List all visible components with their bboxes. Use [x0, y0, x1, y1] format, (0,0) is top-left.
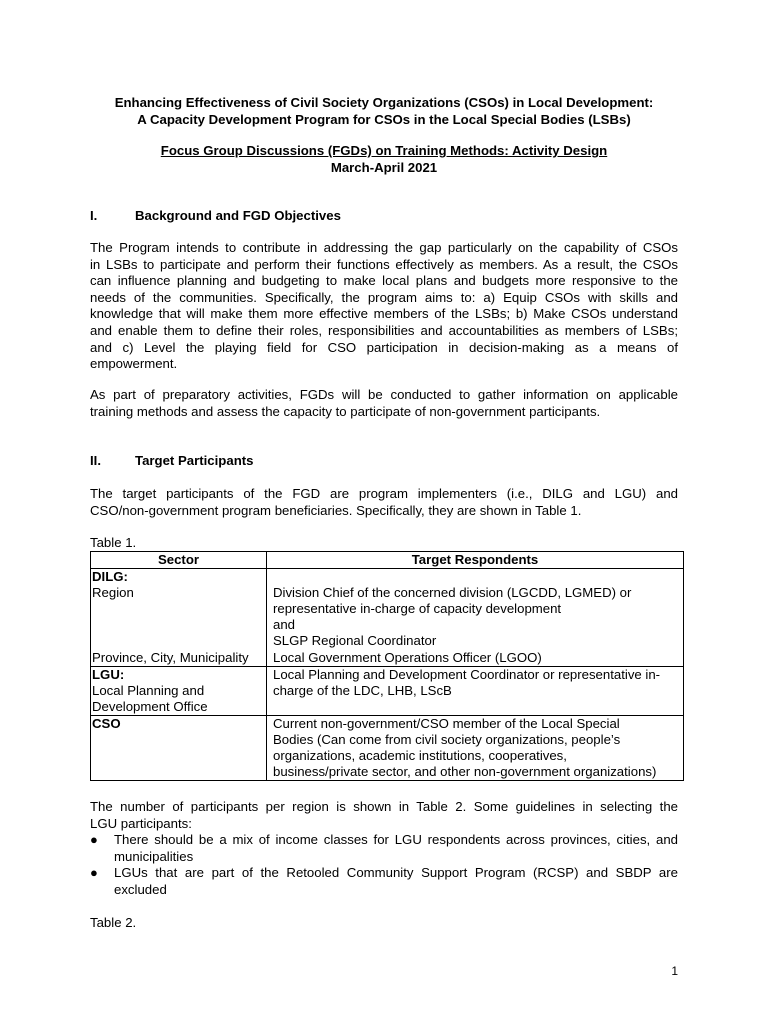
title-line-2: A Capacity Development Program for CSOs in the Local Special Bodies (LSBs)	[137, 111, 631, 127]
sector-line: Province, City, Municipality	[92, 649, 249, 665]
paragraph-line: CSO/non-government program beneficiaries. Specifically, they are shown in Table 1.	[90, 502, 582, 518]
table-cell-sector	[91, 569, 267, 667]
document-subtitle: Focus Group Discussions (FGDs) on Training Methods: Activity Design	[160, 143, 608, 158]
paragraph-line: The number of participants per region is shown in Table 2. Some guidelines in selecting the	[90, 799, 678, 814]
table-1	[90, 551, 684, 781]
section-1-heading	[90, 208, 341, 225]
respondent-line: Current non-government/CSO member of the Local Special	[273, 715, 620, 731]
sector-line: Local Planning and	[92, 682, 205, 698]
bullet-line: municipalities	[114, 848, 194, 864]
sector-line: Development Office	[92, 698, 208, 714]
paragraph-line: and enable them to define their roles, responsibilities and accountabilities as members of LSBs;	[90, 322, 678, 338]
sector-line: Region	[92, 585, 134, 601]
section-2-title: Target Participants	[135, 453, 254, 468]
section-2-paragraph-1	[90, 486, 678, 519]
respondent-line: business/private sector, and other non-government organizations)	[273, 764, 657, 780]
section-1-paragraph-1	[90, 240, 678, 373]
respondent-line: Division Chief of the concerned division (LGCDD, LGMED) or	[273, 585, 632, 601]
respondent-line: Local Planning and Development Coordinator or representative in-	[273, 666, 661, 682]
paragraph-line: can influence planning and budgeting to make local plans and budgets more responsive to the	[90, 273, 678, 289]
title-line-1: Enhancing Effectiveness of Civil Society Organizations (CSOs) in Local Development:	[114, 95, 654, 110]
document-date: March-April 2021	[330, 159, 438, 175]
table-2-caption: Table 2.	[90, 915, 137, 930]
paragraph-line: LGU participants:	[90, 815, 192, 831]
section-2-number: II.	[90, 453, 101, 468]
paragraph-line: The target participants of the FGD are program implementers (i.e., DILG and LGU) and	[90, 486, 678, 501]
paragraph-line: As part of preparatory activities, FGDs will be conducted to gather information on applicable	[90, 387, 678, 402]
section-2-paragraph-2	[90, 799, 678, 832]
paragraph-line: and c) Level the playing field for CSO participation in decision-making as a means of	[90, 339, 678, 355]
section-1-title: Background and FGD Objectives	[135, 208, 341, 223]
respondent-line: organizations, academic institutions, cooperatives,	[273, 748, 567, 764]
table-cell-sector	[91, 666, 267, 715]
paragraph-line: training methods and assess the capacity to participate of non-government participants.	[90, 403, 601, 419]
respondent-line: SLGP Regional Coordinator	[273, 633, 437, 649]
sector-group-label: DILG:	[92, 569, 128, 585]
bullet-icon: ●	[90, 832, 98, 847]
table-cell-respondents	[267, 569, 684, 667]
paragraph-line: in LSBs to participate and perform their functions effectively as members. As a result, the CSOs	[90, 256, 678, 272]
table-cell-respondents	[267, 666, 684, 715]
bullet-line: There should be a mix of income classes for LGU respondents across provinces, cities, and	[114, 832, 678, 847]
table-row-dilg	[91, 569, 684, 667]
table-row-cso	[91, 715, 684, 780]
table-header-target-respondents: Target Respondents	[267, 552, 684, 569]
table-row-lgu	[91, 666, 684, 715]
respondent-line: and	[273, 617, 296, 633]
respondent-line: charge of the LDC, LHB, LScB	[273, 682, 452, 698]
paragraph-line: The Program intends to contribute in addressing the gap particularly on the capability of CSOs	[90, 240, 678, 255]
document-title	[90, 95, 678, 128]
table-cell-respondents	[267, 715, 684, 780]
respondent-line: representative in-charge of capacity development	[273, 601, 562, 617]
table-1-caption: Table 1.	[90, 535, 137, 550]
page-number: 1	[671, 964, 678, 978]
section-2-heading	[90, 453, 253, 470]
paragraph-line: empowerment.	[90, 356, 178, 372]
paragraph-line: knowledge that will make them more effective members of the LSBs; b) Make CSOs understand	[90, 306, 678, 322]
sector-group-label: CSO	[92, 715, 121, 731]
bullet-icon: ●	[90, 865, 98, 881]
document-subtitle-block	[90, 143, 678, 176]
sector-group-label: LGU:	[92, 666, 125, 682]
bullet-line: LGUs that are part of the Retooled Community Support Program (RCSP) and SBDP are	[114, 865, 678, 881]
bullet-line: excluded	[114, 881, 167, 897]
guidelines-bullet-list	[90, 832, 678, 898]
table-header-row	[91, 552, 684, 569]
table-cell-sector	[91, 715, 267, 780]
respondent-line: Bodies (Can come from civil society organizations, people’s	[273, 732, 621, 748]
section-1-number: I.	[90, 208, 98, 223]
section-1-paragraph-2	[90, 387, 678, 420]
respondent-line: Local Government Operations Officer (LGOO)	[273, 649, 542, 665]
paragraph-line: needs of the communities. Specifically, the program aims to: a) Equip CSOs with skills and	[90, 289, 678, 305]
table-header-sector: Sector	[91, 552, 267, 569]
list-item	[90, 832, 678, 865]
list-item	[90, 865, 678, 898]
